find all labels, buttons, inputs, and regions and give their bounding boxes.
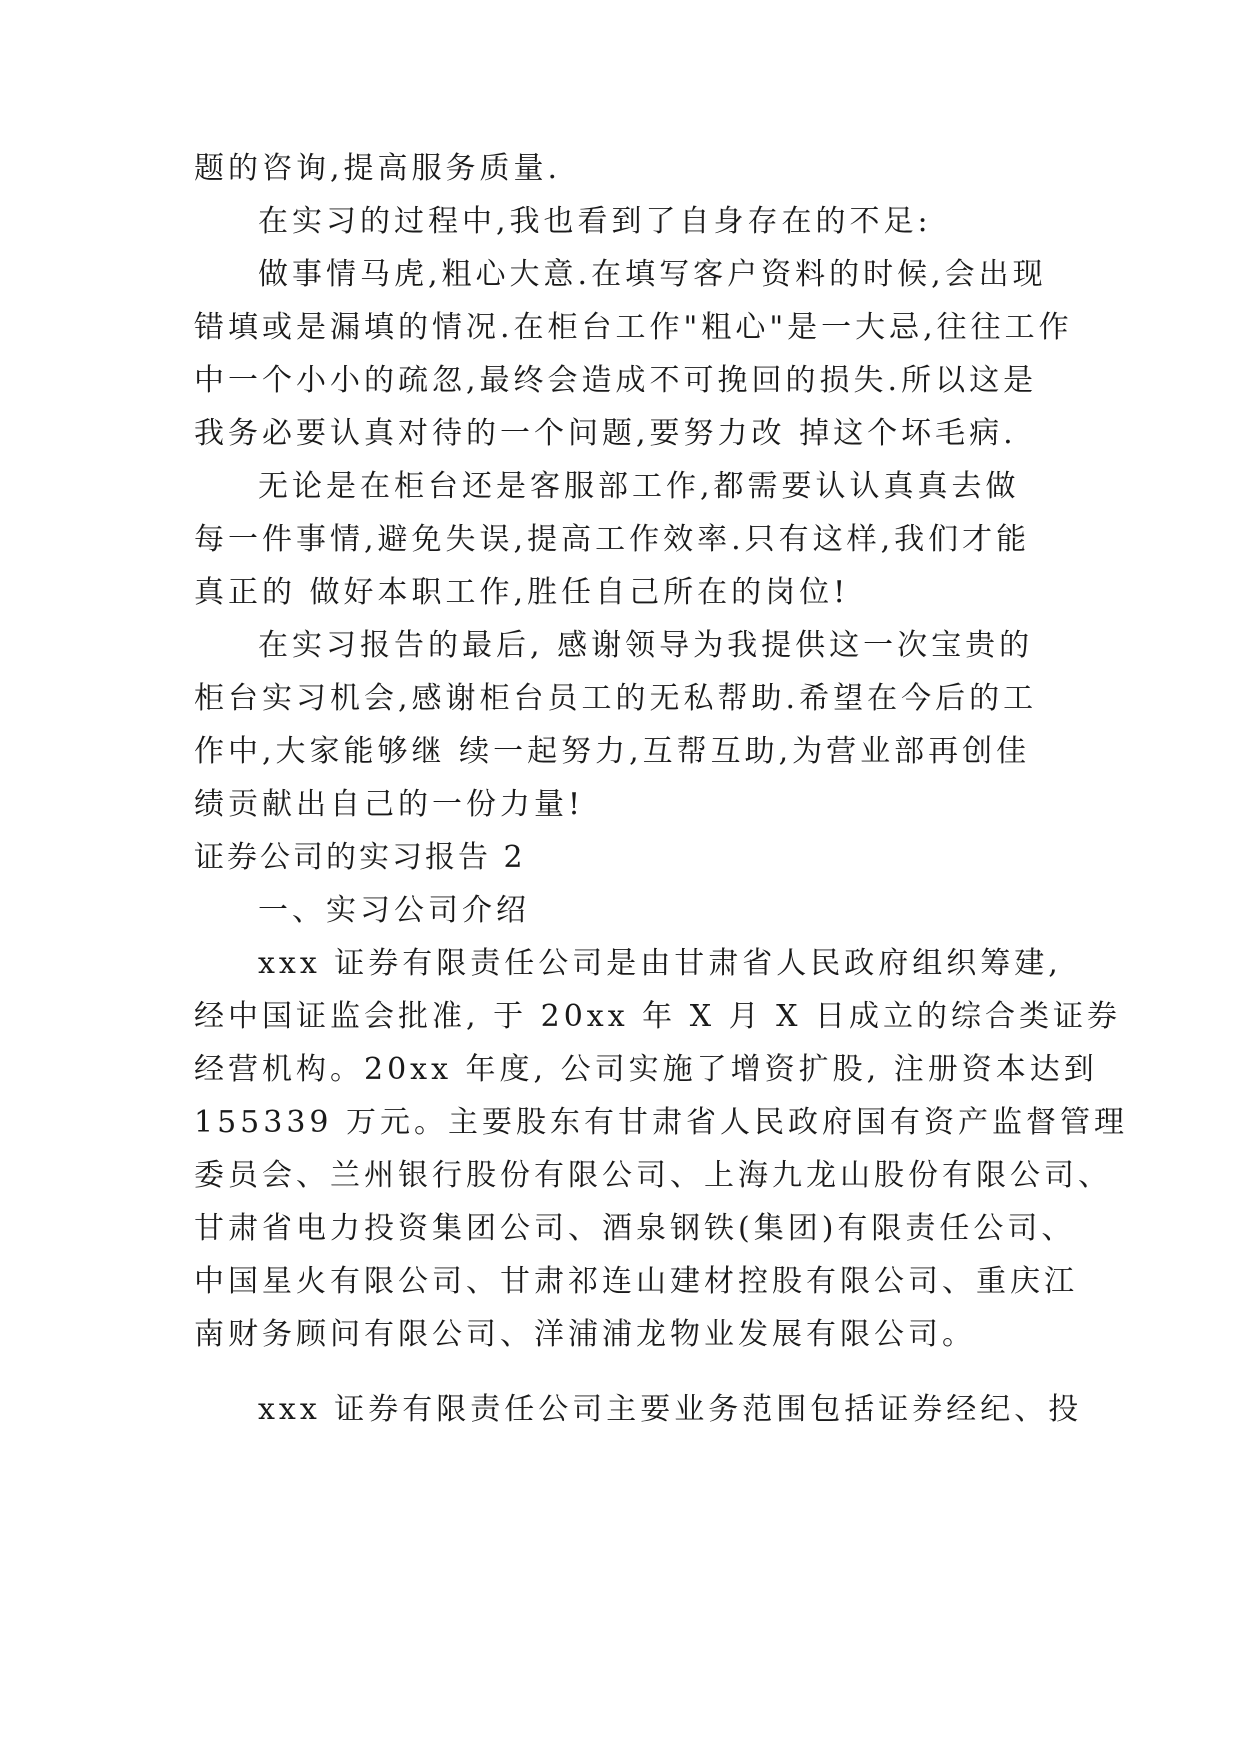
paragraph-line: 南财务顾问有限公司、洋浦浦龙物业发展有限公司。 bbox=[194, 1317, 976, 1352]
paragraph-line: 我务必要认真对待的一个问题,要努力改 掉这个坏毛病. bbox=[194, 416, 1017, 451]
paragraph-line: 作中,大家能够继 续一起努力,互帮互助,为营业部再创佳 bbox=[194, 734, 1031, 769]
paragraph-line: 甘肃省电力投资集团公司、酒泉钢铁(集团)有限责任公司、 bbox=[194, 1211, 1076, 1246]
paragraph-line: 中一个小小的疏忽,最终会造成不可挽回的损失.所以这是 bbox=[194, 363, 1038, 398]
paragraph-line: 在实习报告的最后, 感谢领导为我提供这一次宝贵的 bbox=[258, 628, 1034, 663]
paragraph-line: 无论是在柜台还是客服部工作,都需要认认真真去做 bbox=[258, 469, 1020, 504]
paragraph-line: 在实习的过程中,我也看到了自身存在的不足: bbox=[258, 204, 932, 239]
paragraph-line: 做事情马虎,粗心大意.在填写客户资料的时候,会出现 bbox=[258, 257, 1047, 292]
paragraph-line: 题的咨询,提高服务质量. bbox=[194, 151, 562, 186]
paragraph-line: 柜台实习机会,感谢柜台员工的无私帮助.希望在今后的工 bbox=[194, 681, 1038, 716]
section-title: 证券公司的实习报告 2 bbox=[194, 840, 526, 875]
paragraph-line: 155339 万元。主要股东有甘肃省人民政府国有资产监督管理 bbox=[194, 1105, 1129, 1140]
paragraph-line: 中国星火有限公司、甘肃祁连山建材控股有限公司、重庆江 bbox=[194, 1264, 1078, 1299]
paragraph-line: 经中国证监会批准, 于 20xx 年 X 月 X 日成立的综合类证券 bbox=[194, 999, 1122, 1034]
paragraph-line: 真正的 做好本职工作,胜任自己所在的岗位! bbox=[194, 575, 850, 610]
paragraph-line: 绩贡献出自己的一份力量! bbox=[194, 787, 585, 822]
paragraph-line: 经营机构。20xx 年度, 公司实施了增资扩股, 注册资本达到 bbox=[194, 1052, 1098, 1087]
paragraph-line: xxx 证券有限责任公司主要业务范围包括证券经纪、投 bbox=[258, 1392, 1083, 1427]
section-heading: 一、实习公司介绍 bbox=[258, 893, 530, 928]
paragraph-line: 委员会、兰州银行股份有限公司、上海九龙山股份有限公司、 bbox=[194, 1158, 1112, 1193]
paragraph-line: 错填或是漏填的情况.在柜台工作"粗心"是一大忌,往往工作 bbox=[194, 310, 1073, 345]
paragraph-line: xxx 证券有限责任公司是由甘肃省人民政府组织筹建, bbox=[258, 946, 1062, 981]
paragraph-line: 每一件事情,避免失误,提高工作效率.只有这样,我们才能 bbox=[194, 522, 1031, 557]
